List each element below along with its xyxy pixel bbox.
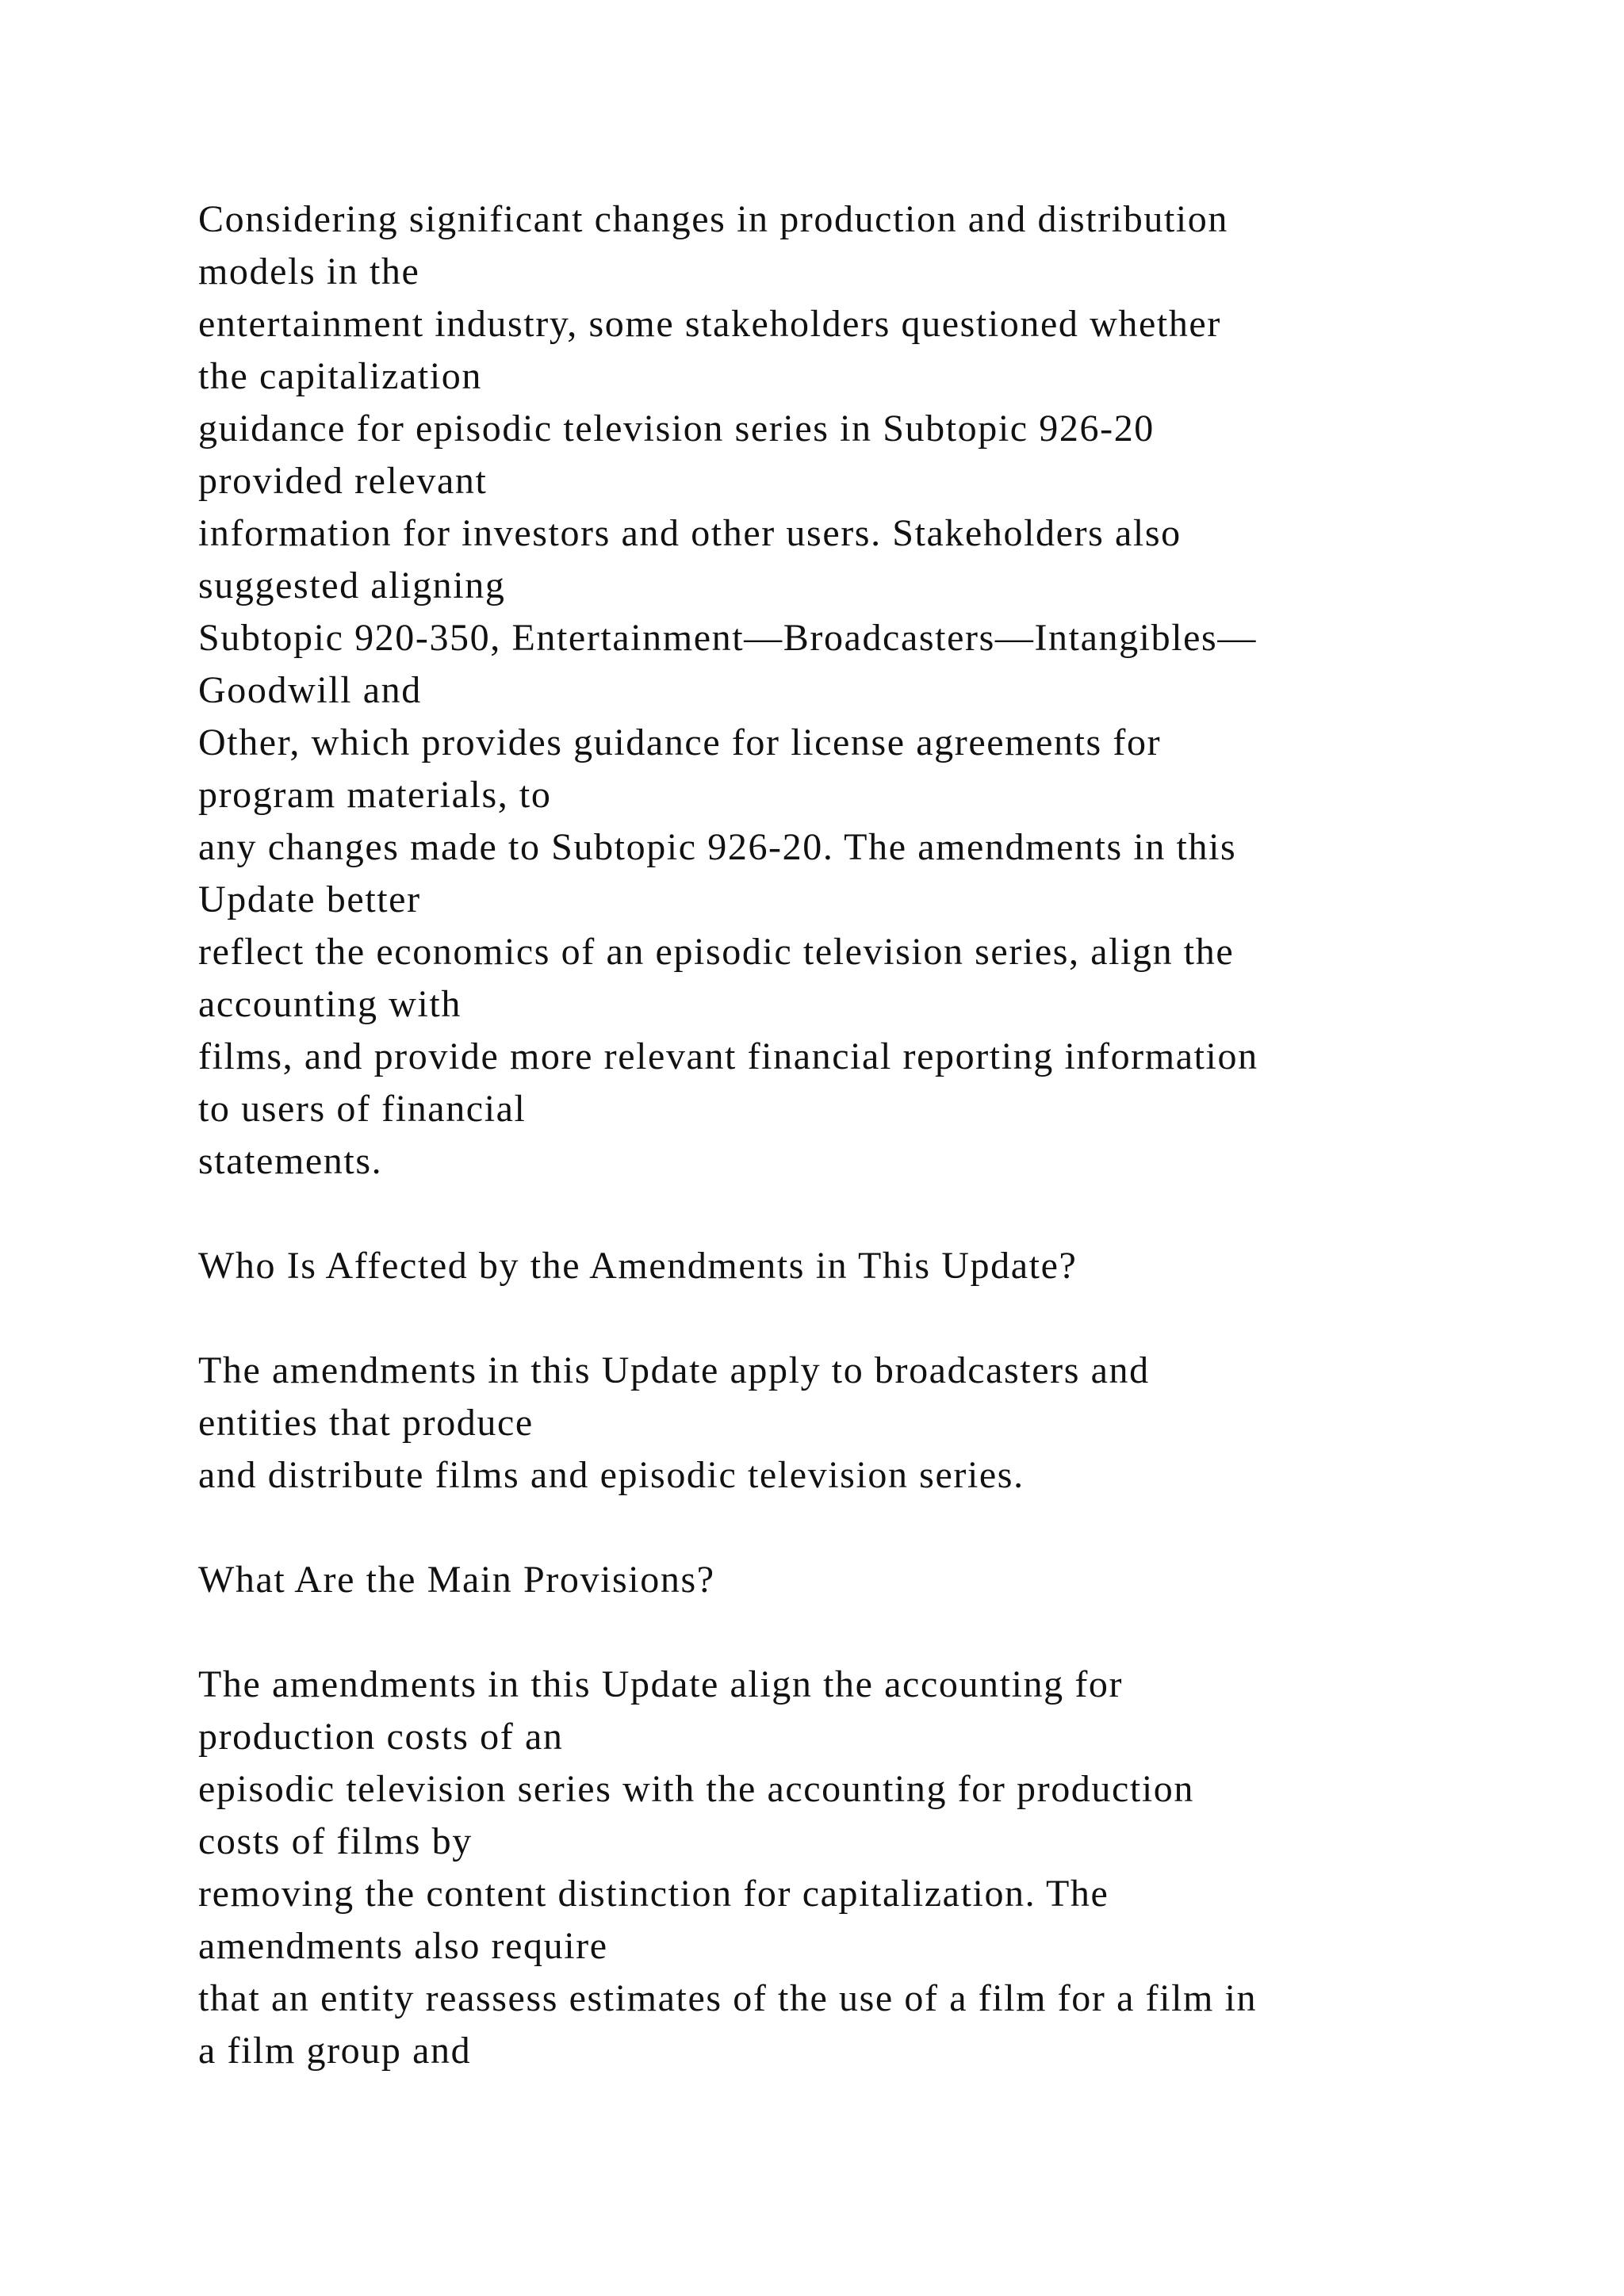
text-line: costs of films by <box>198 1820 473 1862</box>
paragraph-spacer <box>198 1502 1507 1554</box>
text-line: that an entity reassess estimates of the use of a film for a film in <box>198 1977 1258 2019</box>
paragraph-capitalization-background <box>198 193 1507 1188</box>
text-line: films, and provide more relevant financial reporting information <box>198 1035 1258 1077</box>
text-line: the capitalization <box>198 355 482 397</box>
paragraph-spacer <box>198 1188 1507 1240</box>
text-line: production costs of an <box>198 1716 564 1758</box>
text-line: removing the content distinction for capitalization. The <box>198 1873 1109 1915</box>
document-body <box>198 193 1507 2077</box>
text-line: Goodwill and <box>198 669 422 711</box>
text-line: episodic television series with the accounting for production <box>198 1768 1194 1810</box>
paragraph-spacer <box>198 1606 1507 1659</box>
text-line: reflect the economics of an episodic television series, align the <box>198 931 1235 973</box>
text-line: statements. <box>198 1140 383 1182</box>
text-line: amendments also require <box>198 1925 608 1967</box>
text-line: entertainment industry, some stakeholders questioned whether <box>198 303 1221 345</box>
text-line: The amendments in this Update apply to broadcasters and <box>198 1349 1150 1391</box>
text-line: Other, which provides guidance for license agreements for <box>198 721 1162 763</box>
text-line: provided relevant <box>198 460 488 502</box>
text-line: The amendments in this Update align the accounting for <box>198 1663 1124 1705</box>
text-line: information for investors and other users. Stakeholders also <box>198 512 1182 554</box>
paragraph-spacer <box>198 1292 1507 1345</box>
text-line: Subtopic 920-350, Entertainment—Broadcasters—Intangibles— <box>198 617 1257 659</box>
paragraph-main-provisions <box>198 1659 1507 2077</box>
text-line: models in the <box>198 251 420 293</box>
paragraph-who-is-affected <box>198 1345 1507 1502</box>
text-line: and distribute films and episodic television series. <box>198 1454 1025 1496</box>
text-line: a film group and <box>198 2030 472 2072</box>
text-line: Update better <box>198 878 421 920</box>
text-line: to users of financial <box>198 1088 527 1130</box>
text-line: entities that produce <box>198 1402 534 1444</box>
text-line: suggested aligning <box>198 564 506 607</box>
text-line: accounting with <box>198 983 462 1025</box>
text-line: Considering significant changes in production and distribution <box>198 198 1229 240</box>
text-line: guidance for episodic television series in Subtopic 926-20 <box>198 408 1155 450</box>
section-heading-main-provisions: What Are the Main Provisions? <box>198 1559 715 1601</box>
section-heading-who-is-affected: Who Is Affected by the Amendments in This Update? <box>198 1245 1078 1287</box>
text-line: any changes made to Subtopic 926-20. The amendments in this <box>198 826 1237 868</box>
text-line: program materials, to <box>198 774 552 816</box>
